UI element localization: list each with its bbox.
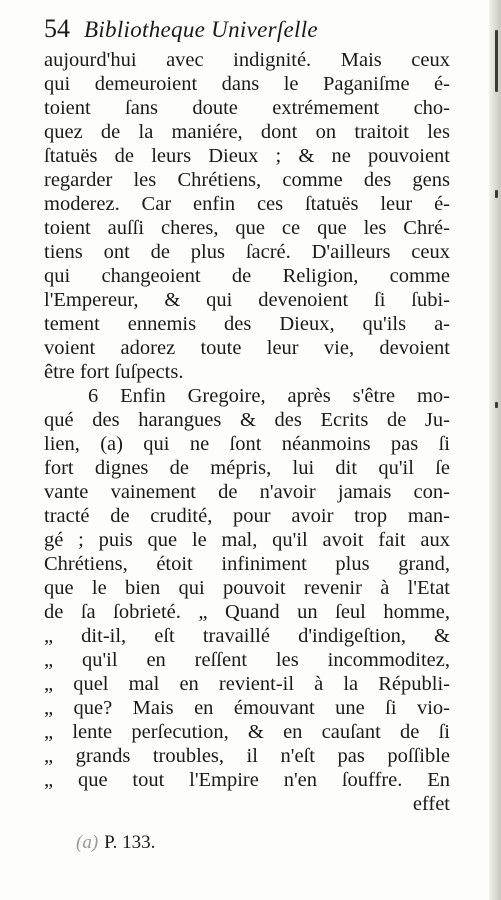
quoted-line: „ dit-il, eſt travaillé d'indigeſtion, &	[44, 625, 450, 647]
edge-mark	[495, 402, 498, 408]
text-line: ſtatuës de leurs Dieux ; & ne pouvoient	[44, 145, 450, 167]
text-line: qui changeoient de Religion, comme	[44, 265, 450, 287]
footnote-text: P. 133.	[104, 832, 156, 853]
quoted-line: „ qu'il en reſſent les incommoditez,	[44, 649, 450, 671]
quoted-line: „ lente perſecution, & en cauſant de ſi	[44, 721, 450, 743]
footnote	[76, 832, 155, 854]
page-number: 54	[44, 14, 70, 43]
text-line: gé ; puis que le mal, qu'il avoit fait aux	[44, 529, 450, 551]
catchword: effet	[412, 793, 450, 815]
edge-mark	[495, 190, 498, 198]
text-line: moderez. Car enfin ces ſtatuës leur é-	[44, 193, 450, 215]
quoted-line: „ grands troubles, il n'eſt pas poſſible	[44, 745, 450, 767]
text-line: toient auſſi cheres, que ce que les Chré-	[44, 217, 450, 239]
quoted-line: „ que? Mais en émouvant une ſi vio-	[44, 697, 450, 719]
text-line: toient ſans doute extrémement cho-	[44, 97, 450, 119]
text-line: tiens ont de plus ſacré. D'ailleurs ceux	[44, 241, 450, 263]
running-title: Bibliotheque Univerſelle	[84, 17, 318, 42]
edge-mark	[495, 30, 498, 92]
quoted-line: „ que tout l'Empire n'en ſouffre. En	[44, 769, 450, 791]
text-line: que le bien qui pouvoit revenir à l'Etat	[44, 577, 450, 599]
text-line: regarder les Chrétiens, comme des gens	[44, 169, 450, 191]
text-line: de ſa ſobrieté. „ Quand un ſeul homme,	[44, 601, 450, 623]
text-line: lien, (a) qui ne ſont néanmoins pas ſi	[44, 433, 450, 455]
text-line: tement ennemis des Dieux, qu'ils a-	[44, 313, 450, 335]
body-text	[44, 48, 450, 816]
quoted-line: „ quel mal en revient-il à la Républi-	[44, 673, 450, 695]
page-header	[44, 14, 318, 48]
text-line: être fort ſuſpects.	[44, 361, 184, 383]
text-line: Chrétiens, étoit infiniment plus grand,	[44, 553, 450, 575]
paragraph-start-line: 6 Enfin Gregoire, après s'être mo-	[88, 385, 450, 407]
text-line: fort dignes de mépris, lui dit qu'il ſe	[44, 457, 450, 479]
text-line: l'Empereur, & qui devenoient ſi ſubi-	[44, 289, 450, 311]
text-line: aujourd'hui avec indignité. Mais ceux	[44, 49, 450, 71]
text-line: quez de la maniére, dont on traitoit les	[44, 121, 450, 143]
text-line: tracté de crudité, pour avoir trop man-	[44, 505, 450, 527]
text-line: voient adorez toute leur vie, devoient	[44, 337, 450, 359]
page-edge	[489, 0, 501, 900]
footnote-mark: (a)	[76, 832, 99, 853]
text-line: qué des harangues & des Ecrits de Ju-	[44, 409, 450, 431]
text-line: vante vainement de n'avoir jamais con-	[44, 481, 450, 503]
text-line: qui demeuroient dans le Paganiſme é-	[44, 73, 450, 95]
